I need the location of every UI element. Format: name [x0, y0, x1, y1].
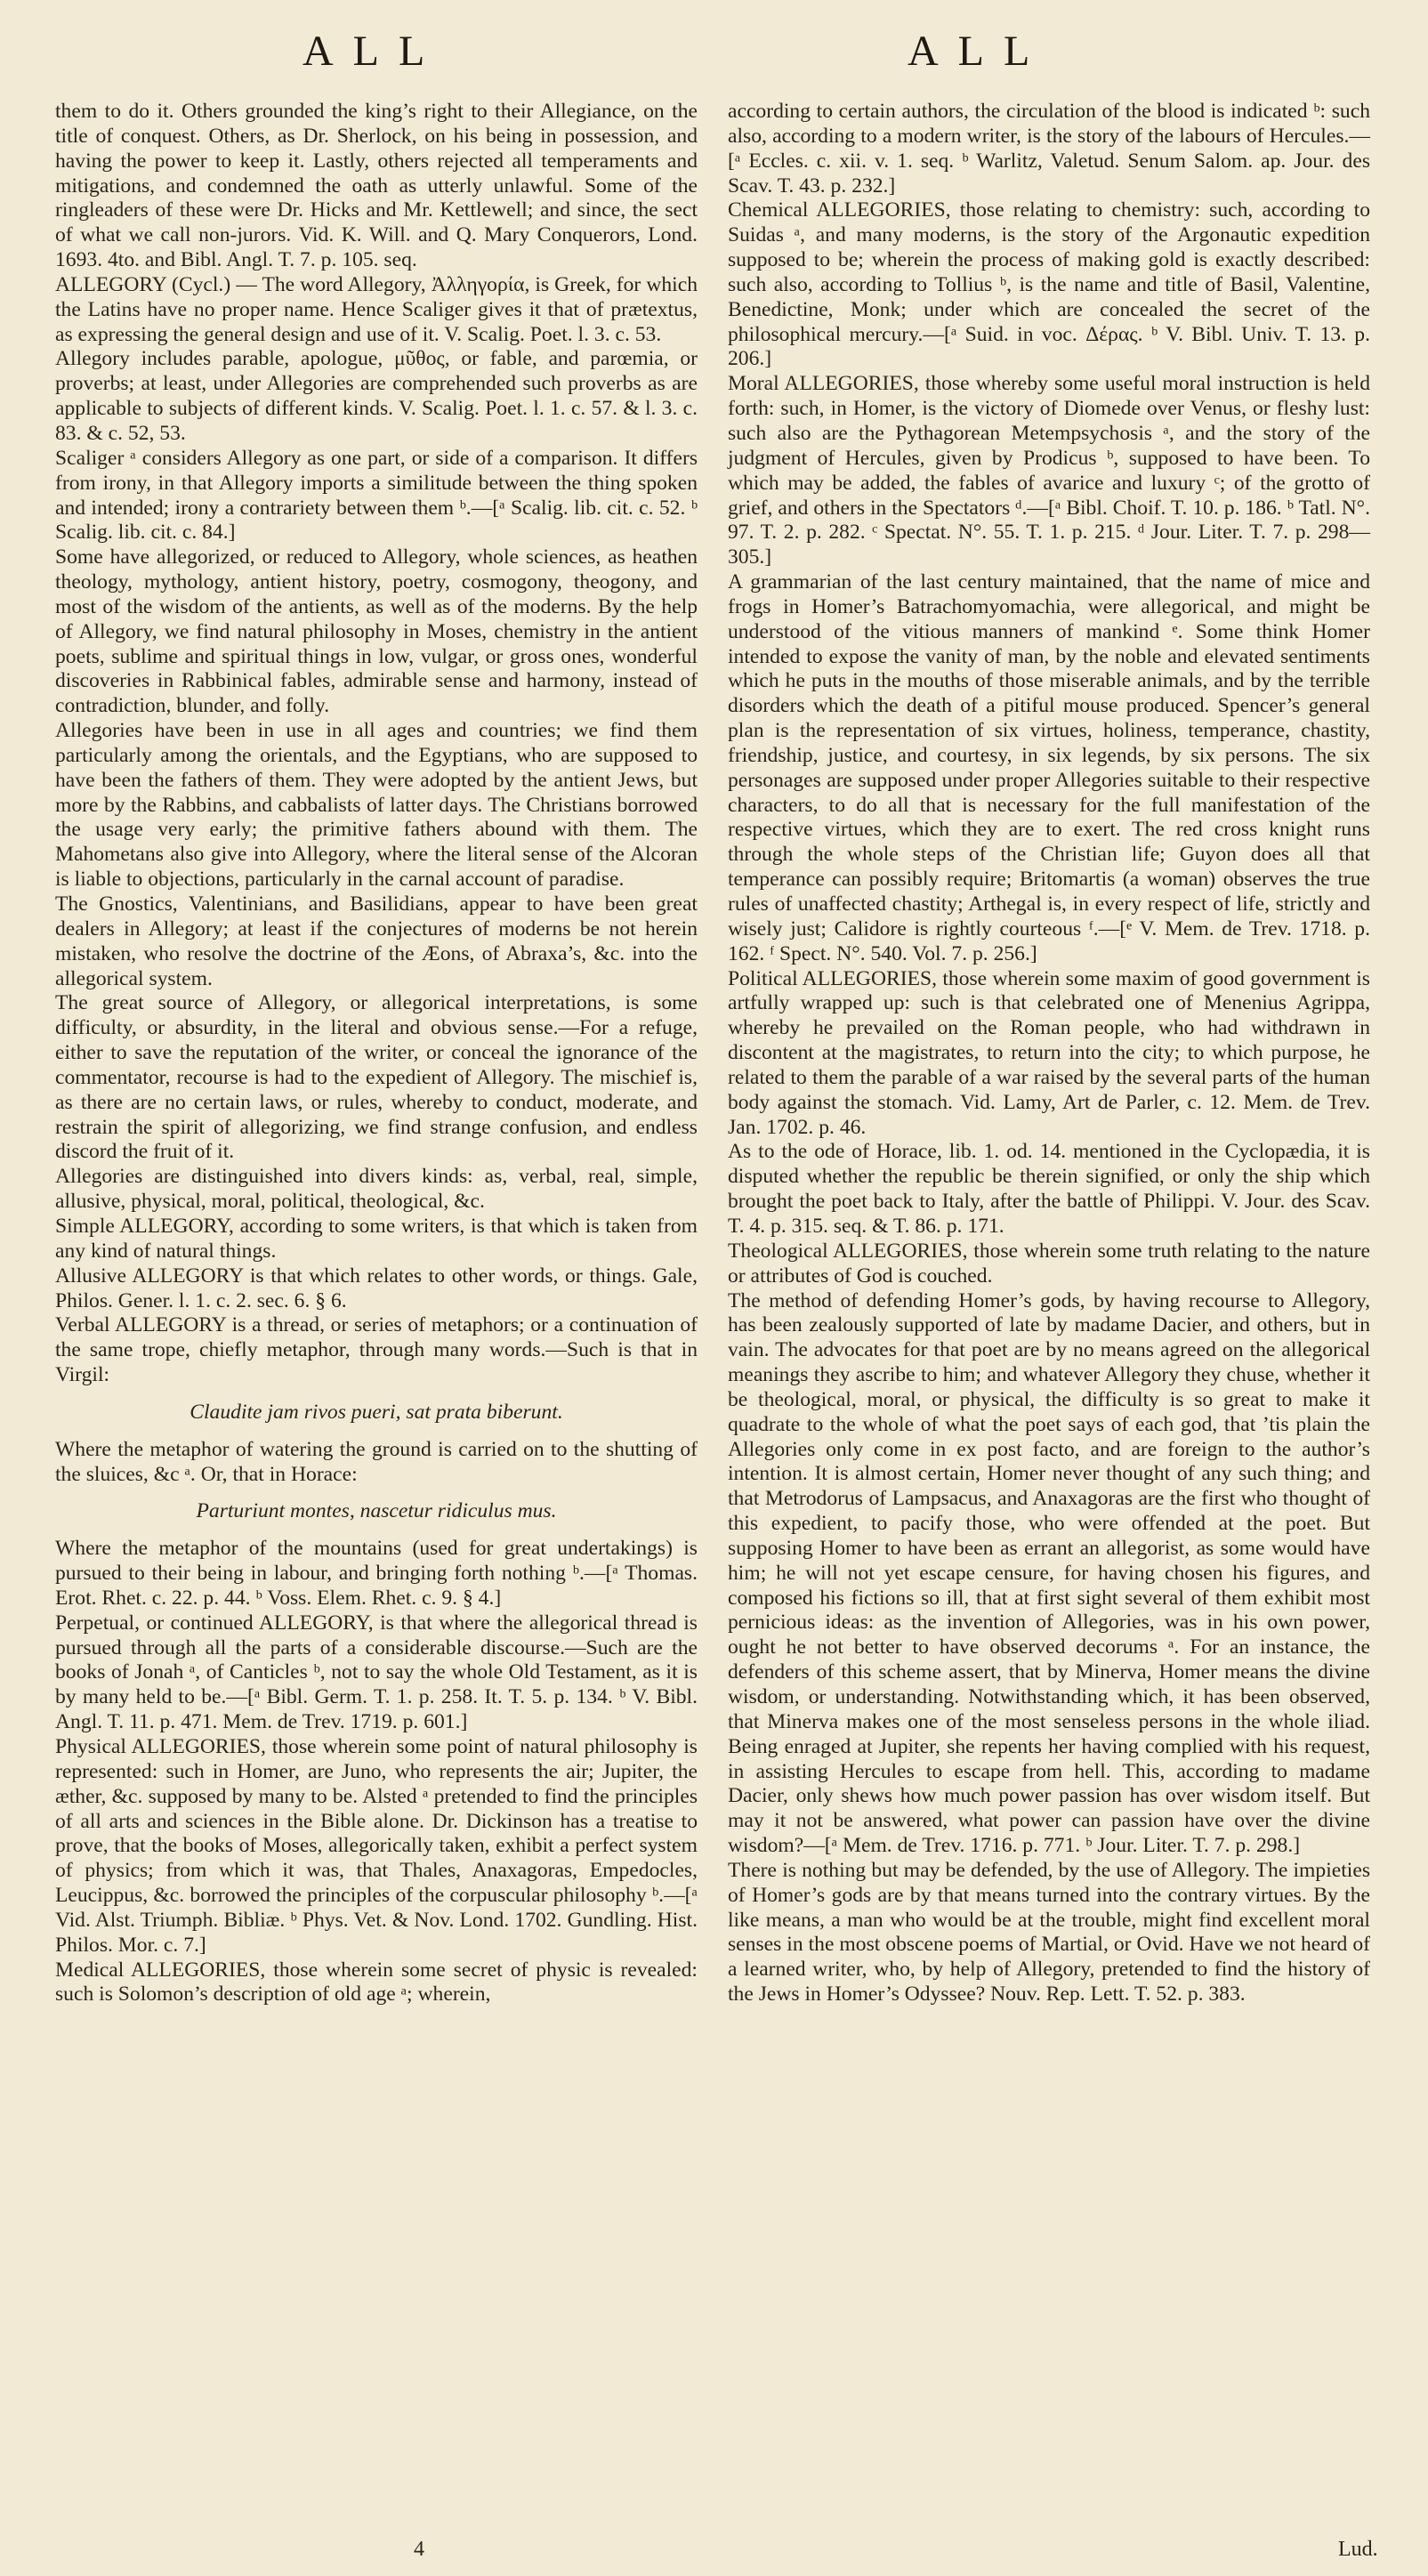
entry-allusive-allegory: Allusive ALLEGORY is that which relates to other words, or things. Gale, Philos. Gener. l. 1. c. 2. sec. 6. § 6.: [55, 1264, 698, 1312]
entry-political-allegories: Political ALLEGORIES, those wherein some maxim of good government is artfully wrapped up: such is that celebrated one of Menenius Agrippa, whereby he prevailed on the Roman people, who had withdrawn in discontent at the magistrates, to return into the city; to which purpose, he related to them the parable of a war raised by the several parts of the human body against the stomach. Vid. Lamy, Art de Parler, c. 12. Mem. de Trev. Jan. 1702. p. 46.: [728, 966, 1370, 1139]
entry-perpetual-allegory: Perpetual, or continued ALLEGORY, is that where the allegorical thread is pursued through all the parts of a considerable discourse.—Such are the books of Jonah ᵃ, of Canticles ᵇ, not to say the whole Old Testament, as it is by many held to be.—[ᵃ Bibl. Germ. T. 1. p. 258. It. T. 5. p. 134. ᵇ V. Bibl. Angl. T. 11. p. 471. Mem. de Trev. 1719. p. 601.]: [55, 1611, 698, 1734]
running-head-right: ALL: [908, 28, 1050, 75]
entry-allegory: ALLEGORY (Cycl.) — The word Allegory, Ἀλληγορία, is Greek, for which the Latins have no proper name. Hence Scaliger gives it that of prætextus, as expressing the general design and use of it. V. Scalig. Poet. l. 3. c. 53.: [55, 272, 698, 346]
paragraph: A grammarian of the last century maintained, that the name of mice and frogs in Homer’s Batrachomyomachia, were allegorical, and might be understood of the vitious manners of mankind ᵉ. Some think Homer intended to expose the vanity of man, by the noble and elevated sentiments which he puts in the mouths of those miserable animals, and by the terrible disorders which the death of a pitiful mouse produced. Spencer’s general plan is the representation of six virtues, holiness, temperance, chastity, friendship, justice, and courtesy, in six legends, by six persons. The six personages are supposed under proper Allegories suitable to their respective characters, to do all that is necessary for the full manifestation of the respective virtues, which they are to exert. The red cross knight runs through the whole steps of the Christian life; Guyon does all that temperance can possibly require; Britomartis (a woman) observes the true rules of unaffected chastity; Arthegal is, in every respect of life, strictly and wisely just; Calidore is rightly courteous ᶠ.—[ᵉ V. Mem. de Trev. 1718. p. 162. ᶠ Spect. N°. 540. Vol. 7. p. 256.]: [728, 570, 1370, 965]
left-column: [55, 100, 698, 2007]
entry-medical-allegories: Medical ALLEGORIES, those wherein some secret of physic is revealed: such is Solomon’s description of old age ᵃ; wherein,: [55, 1958, 698, 2007]
catchword: Lud.: [1338, 2538, 1378, 2561]
paragraph: The method of defending Homer’s gods, by having recourse to Allegory, has been zealously supported of late by madame Dacier, and others, but in vain. The advocates for that poet are by no means agreed on the allegorical meanings they ascribe to him; and whatever Allegory they chuse, whether it be theological, moral, or physical, the difficulty is so great to make it quadrate to the whole of what the poet says of each god, that ’tis plain the Allegories only come in ex post facto, and are foreign to the author’s intention. It is almost certain, Homer never thought of any such thing; and that Metrodorus of Lampsacus, and Anaxagoras are the first who thought of this expedient, to pacify those, who were offended at the poet. But supposing Homer to have been as errant an allegorist, as some would have him; he will not yet escape censure, for having chosen his figures, and composed his fictions so ill, that at first sight several of them exhibit most pernicious ideas: as the invention of Allegories, was in his own power, ought he not better to have observed decorums ᵃ. For an instance, the defenders of this scheme assert, that by Minerva, Homer means the divine wisdom, or understanding. Notwithstanding which, it has been observed, that Minerva makes one of the most senseless persons in the whole iliad. Being enraged at Jupiter, she repents her having complied with his request, in assisting Hercules to escape from hell. This, according to madame Dacier, only shews how much power passion has over wisdom itself. But may it not be answered, what power can passion have over the divine wisdom?—[ᵃ Mem. de Trev. 1716. p. 771. ᵇ Jour. Liter. T. 7. p. 298.]: [728, 1288, 1370, 1858]
entry-moral-allegories: Moral ALLEGORIES, those whereby some useful moral instruction is held forth: such, in Homer, is the victory of Diomede over Venus, or fleshy lust: such also are the Pythagorean Metempsychosis ᵃ, and the story of the judgment of Hercules, given by Prodicus ᵇ, supposed to have been. To which may be added, the fables of avarice and luxury ᶜ; of the grotto of grief, and others in the Spectators ᵈ.—[ᵃ Bibl. Choif. T. 10. p. 186. ᵇ Tatl. N°. 97. T. 2. p. 282. ᶜ Spectat. N°. 55. T. 1. p. 215. ᵈ Jour. Liter. T. 7. p. 298—305.]: [728, 372, 1370, 569]
paragraph: Allegory includes parable, apologue, μῦθος, or fable, and parœmia, or proverbs; at least, under Allegories are comprehended such proverbs as are applicable to subjects of different kinds. V. Scalig. Poet. l. 1. c. 57. & l. 3. c. 83. & c. 52, 53.: [55, 347, 698, 445]
paragraph: them to do it. Others grounded the king’s right to their Allegiance, on the title of conquest. Others, as Dr. Sherlock, on his being in possession, and having the power to keep it. Lastly, others rejected all temperaments and mitigations, and condemned the oath as utterly unlawful. Some of the ringleaders of these were Dr. Hicks and Mr. Kettlewell; and since, the sect of what we call non-jurors. Vid. K. Will. and Q. Mary Conquerors, Lond. 1693. 4to. and Bibl. Angl. T. 7. p. 105. seq.: [55, 100, 698, 272]
running-head: [0, 27, 1428, 89]
entry-physical-allegories: Physical ALLEGORIES, those wherein some point of natural philosophy is represented: such in Homer, are Juno, who represents the air; Jupiter, the æther, &c. supposed by many to be. Alsted ᵃ pretended to find the principles of all arts and sciences in the Bible alone. Dr. Dickinson has a treatise to prove, that the books of Moses, allegorically taken, exhibit a perfect system of physics; from which it was, that Thales, Anaxagoras, Empedocles, Leucippus, &c. borrowed the principles of the corpuscular philosophy ᵇ.—[ᵃ Vid. Alst. Triumph. Bibliæ. ᵇ Phys. Vet. & Nov. Lond. 1702. Gundling. Hist. Philos. Mor. c. 7.]: [55, 1735, 698, 1957]
paragraph: The Gnostics, Valentinians, and Basilidians, appear to have been great dealers in Allegory; at least if the conjectures of moderns be not herein mistaken, who resolve the doctrine of the Æons, of Abraxa’s, &c. into the allegorical system.: [55, 892, 698, 990]
entry-chemical-allegories: Chemical ALLEGORIES, those relating to chemistry: such, according to Suidas ᵃ, and many moderns, is the story of the Argonautic expedition supposed to be; wherein the process of making gold is exactly described: such also, according to Tollius ᵇ, is the name and title of Basil, Valentine, Benedictine, Monk; under which are concealed the secret of the philosophical mercury.—[ᵃ Suid. in voc. Δέρας. ᵇ V. Bibl. Univ. T. 13. p. 206.]: [728, 198, 1370, 371]
paragraph: As to the ode of Horace, lib. 1. od. 14. mentioned in the Cyclopædia, it is disputed whether the republic be therein signified, or only the ship which brought the poet back to Italy, after the battle of Philippi. V. Jour. des Scav. T. 4. p. 315. seq. & T. 86. p. 171.: [728, 1140, 1370, 1238]
entry-verbal-allegory: Verbal ALLEGORY is a thread, or series of metaphors; or a continuation of the same trope, chiefly metaphor, through many words.—Such is that in Virgil:: [55, 1313, 698, 1387]
paragraph: according to certain authors, the circulation of the blood is indicated ᵇ: such also, according to a modern writer, is the story of the labours of Hercules.—[ᵃ Eccles. c. xii. v. 1. seq. ᵇ Warlitz, Valetud. Senum Salom. ap. Jour. des Scav. T. 43. p. 232.]: [728, 100, 1370, 198]
paragraph: Some have allegorized, or reduced to Allegory, whole sciences, as heathen theology, mythology, antient history, poetry, cosmogony, theogony, and most of the wisdom of the antients, as well as of the moderns. By the help of Allegory, we find natural philosophy in Moses, chemistry in the antient poets, sublime and spiritual things in low, vulgar, or gross ones, wonderful discoveries in Rabbinical fables, admirable sense and harmony, instead of contradiction, blunder, and folly.: [55, 545, 698, 718]
entry-simple-allegory: Simple ALLEGORY, according to some writers, is that which is taken from any kind of natural things.: [55, 1214, 698, 1263]
page-number: 4: [414, 2538, 424, 2561]
paragraph: The great source of Allegory, or allegorical interpretations, is some difficulty, or absurdity, in the literal and obvious sense.—For a refuge, either to save the reputation of the writer, or conceal the ignorance of the commentator, recourse is had to the expedient of Allegory. The mischief is, as there are no certain laws, or rules, whereby to conduct, moderate, and restrain the spirit of allegorizing, we find strange confusion, and endless discord the fruit of it.: [55, 991, 698, 1164]
paragraph: Where the metaphor of the mountains (used for great undertakings) is pursued to their being in labour, and bringing forth nothing ᵇ.—[ᵃ Thomas. Erot. Rhet. c. 22. p. 44. ᵇ Voss. Elem. Rhet. c. 9. § 4.]: [55, 1537, 698, 1610]
paragraph: Allegories have been in use in all ages and countries; we find them particularly among the orientals, and the Egyptians, who are supposed to have been the fathers of them. They were adopted by the antient Jews, but more by the Rabbins, and cabbalists of latter days. The Christians borrowed the usage very early; the primitive fathers abound with them. The Mahometans also give into Allegory, where the literal sense of the Alcoran is liable to objections, particularly in the carnal account of paradise.: [55, 719, 698, 892]
right-column: [728, 100, 1370, 2007]
verse-quote: Parturiunt montes, nascetur ridiculus mus.: [196, 1499, 557, 1523]
running-head-left: ALL: [303, 28, 445, 75]
paragraph: Allegories are distinguished into divers kinds: as, verbal, real, simple, allusive, physical, moral, political, theological, &c.: [55, 1165, 698, 1214]
entry-theological-allegories: Theological ALLEGORIES, those wherein some truth relating to the nature or attributes of God is couched.: [728, 1239, 1370, 1288]
paragraph: Where the metaphor of watering the ground is carried on to the shutting of the sluices, &c ᵃ. Or, that in Horace:: [55, 1437, 698, 1486]
paragraph: There is nothing but may be defended, by the use of Allegory. The impieties of Homer’s gods are by that means turned into the contrary virtues. By the like means, a man who would be at the trouble, might find excellent moral senses in the most obscene poems of Martial, or Ovid. Have we not heard of a learned writer, who, by help of Allegory, pretended to find the history of the Jews in Homer’s Odyssee? Nouv. Rep. Lett. T. 52. p. 383.: [728, 1858, 1370, 2007]
verse-quote: Claudite jam rivos pueri, sat prata biberunt.: [190, 1400, 563, 1424]
paragraph: Scaliger ᵃ considers Allegory as one part, or side of a comparison. It differs from irony, in that Allegory imports a similitude between the thing spoken and intended; irony a contrariety between them ᵇ.—[ᵃ Scalig. lib. cit. c. 52. ᵇ Scalig. lib. cit. c. 84.]: [55, 446, 698, 545]
